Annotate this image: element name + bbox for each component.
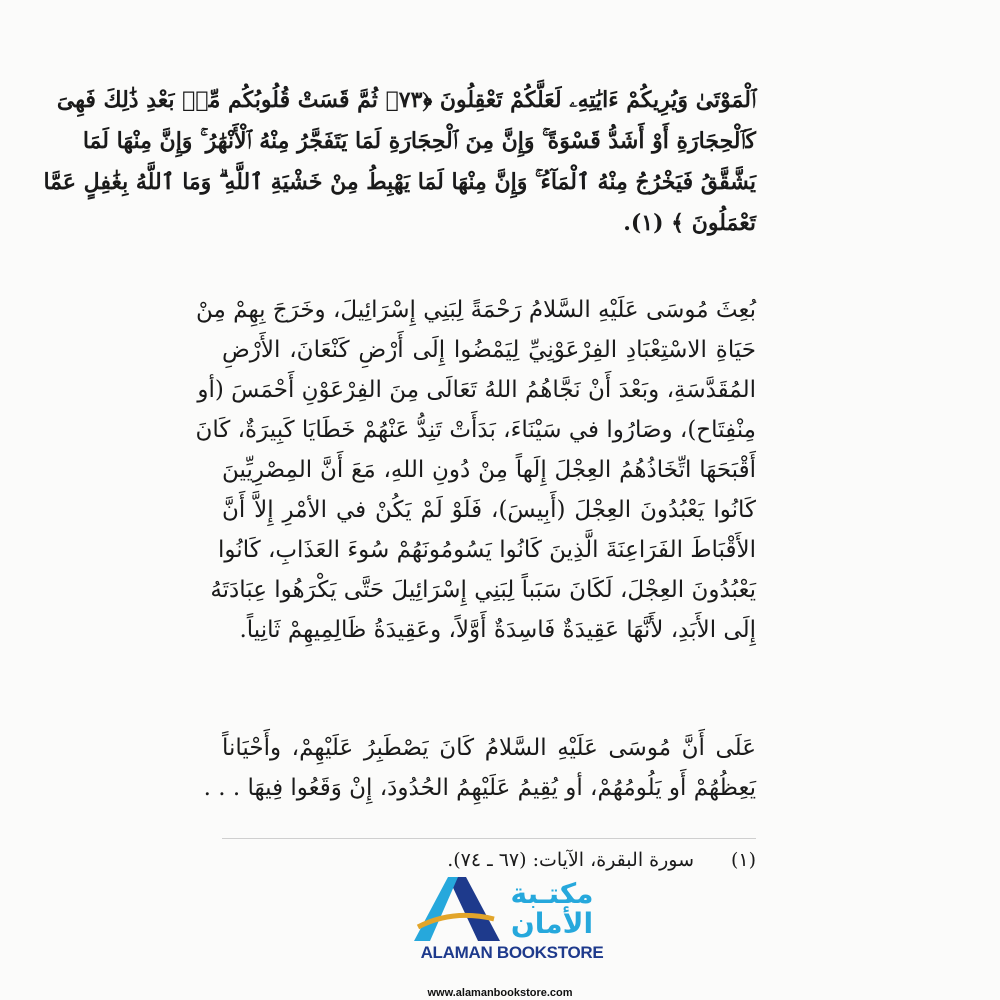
text-line: كَانُوا يَعْبُدُونَ العِجْلَ (أَبِيسَ)، فَلَوْ لَمْ يَكُنْ في الأمْرِ إِلاَّ أَنَّ — [222, 497, 756, 523]
text-line: عَلَى أَنَّ مُوسَى عَلَيْهِ السَّلامُ كَانَ يَصْطَبِرُ عَلَيْهِمْ، وأَحْيَاناً — [222, 735, 756, 761]
logo-arabic-line-2: الأمان — [510, 907, 594, 940]
text-line: المُقَدَّسَةِ، وبَعْدَ أَنْ نَجَّاهُمُ اللهُ تَعَالَى مِنَ الفِرْعَوْنِ أَحْمَسَ (أو — [197, 377, 756, 403]
verse-line: يَشَّقَّقُ فَيَخْرُجُ مِنْهُ ٱلْمَآءُ ۚ وَإِنَّ مِنْهَا لَمَا يَهْبِطُ مِنْ خَشْيَةِ ٱللَّهِ ۗ وَمَا ٱللَّهُ بِغَٰفِلٍ عَمَّا — [43, 169, 756, 195]
text-line: إِلَى الأَبَدِ، لأَنَّهَا عَقِيدَةٌ فَاسِدَةٌ أَوَّلاً، وعَقِيدَةُ ظَالِمِيهِمْ ثَانِياً. — [239, 617, 756, 643]
paragraph-1 — [195, 290, 756, 650]
text-line: مِنْفِتَاح)، وصَارُوا في سَيْنَاءَ، بَدَأَتْ تَنِدُّ عَنْهُمْ خَطَايَا كَبِيرَةٌ، كَانَ — [195, 417, 756, 443]
footnote-number: (١) — [730, 849, 756, 871]
footnote-text: سورة البقرة، الآيات: (٦٧ ـ ٧٤). — [447, 849, 694, 871]
logo-arabic-line-1: مكتـبة — [510, 877, 594, 910]
bookstore-logo — [404, 875, 618, 979]
verse-line: تَعْمَلُونَ ﴾ (١). — [623, 210, 756, 236]
text-line: حَيَاةِ الاسْتِعْبَادِ الفِرْعَوْنِيِّ لِيَمْضُوا إِلَى أَرْضِ كَنْعَانَ، الأَرْضِ — [222, 337, 756, 363]
text-line: يَعْبُدُونَ العِجْلَ، لَكَانَ سَبَباً لِبَنِي إِسْرَائِيلَ حَتَّى يَكْرَهُوا عِبَادَتَهُ — [210, 577, 756, 603]
footnote-divider — [222, 838, 756, 839]
quran-verse-block — [43, 80, 756, 244]
logo-english-name: ALAMAN BOOKSTORE — [420, 943, 604, 962]
text-line: أَقْبَحَهَا اتِّخَاذُهُمُ العِجْلَ إِلَهاً مِنْ دُونِ اللهِ، مَعَ أَنَّ المِصْرِيِّينَ — [222, 457, 756, 483]
footnote — [222, 846, 756, 874]
verse-line: كَٱلْحِجَارَةِ أَوْ أَشَدُّ قَسْوَةً ۚ وَإِنَّ مِنَ ٱلْحِجَارَةِ لَمَا يَتَفَجَّرُ مِنْهُ ٱلْأَنْهَٰرُ ۚ وَإِنَّ مِنْهَا لَمَا — [82, 128, 756, 154]
paragraph-2 — [203, 728, 756, 808]
logo-website-url: www.alamanbookstore.com — [427, 987, 573, 999]
text-line: يَعِظُهُمْ أَو يَلُومُهُمْ، أو يُقِيمُ عَلَيْهِمُ الحُدُودَ، إِنْ وَقَعُوا فِيهَا . . . — [203, 775, 756, 801]
logo-arabic-name — [486, 879, 618, 939]
text-line: الأَقْبَاطَ الفَرَاعِنَةَ الَّذِينَ كَانُوا يَسُومُونَهُمْ سُوءَ العَذَابِ، كَانُوا — [218, 537, 756, 563]
text-line: بُعِثَ مُوسَى عَلَيْهِ السَّلامُ رَحْمَةً لِبَنِي إِسْرَائِيلَ، وخَرَجَ بِهِمْ مِنْ — [196, 297, 756, 323]
verse-line: ٱلْمَوْتَىٰ وَيُرِيكُمْ ءَايَٰتِهِۦ لَعَلَّكُمْ تَعْقِلُونَ ﴿٧٣﴾ ثُمَّ قَسَتْ قُلُوبُكُم مِّنۢ بَعْدِ ذَٰلِكَ فَهِىَ — [56, 87, 756, 113]
